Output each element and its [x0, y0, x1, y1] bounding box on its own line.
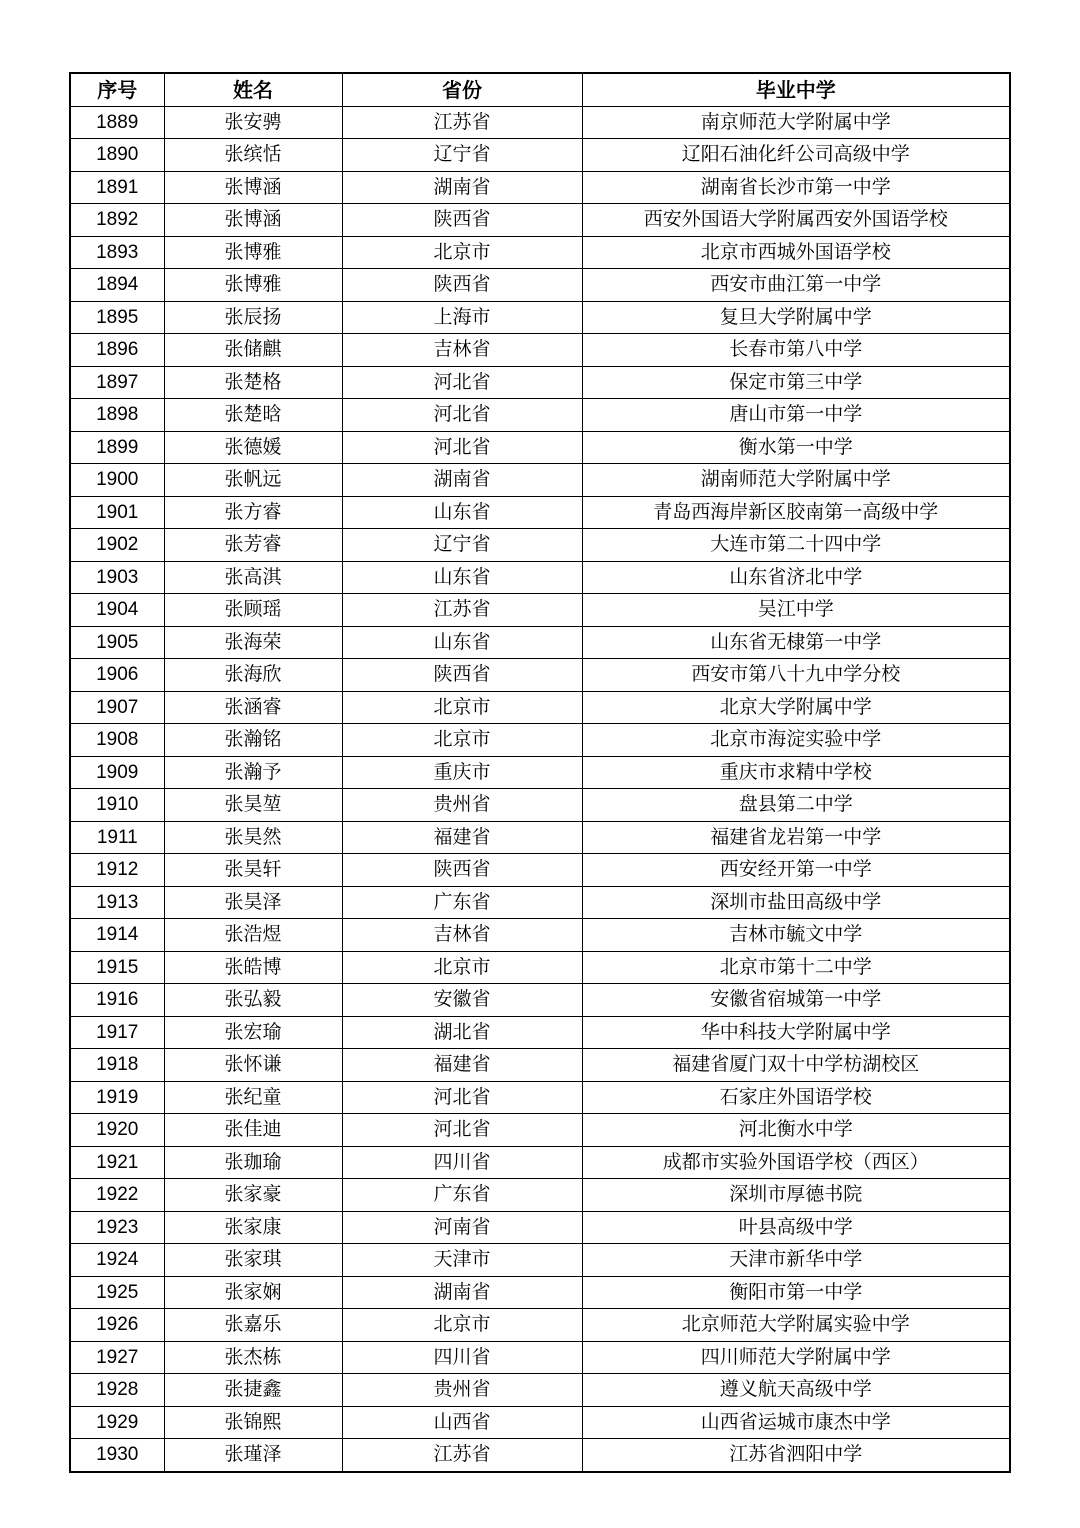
table-body	[70, 106, 1010, 1472]
table-row	[70, 399, 1010, 432]
cell-high-school: 成都市实验外国语学校（西区）	[582, 1146, 1010, 1179]
cell-high-school: 辽阳石油化纤公司高级中学	[582, 139, 1010, 172]
table-row	[70, 691, 1010, 724]
header-name: 姓名	[164, 73, 342, 106]
cell-serial-number: 1890	[70, 139, 164, 172]
cell-high-school: 福建省厦门双十中学枋湖校区	[582, 1049, 1010, 1082]
table-row	[70, 139, 1010, 172]
table-row	[70, 724, 1010, 757]
cell-province: 上海市	[342, 301, 582, 334]
cell-serial-number: 1929	[70, 1406, 164, 1439]
table-row	[70, 886, 1010, 919]
table-header-row	[70, 73, 1010, 106]
cell-name: 张芳睿	[164, 529, 342, 562]
cell-province: 河北省	[342, 1114, 582, 1147]
cell-province: 河北省	[342, 1081, 582, 1114]
cell-province: 贵州省	[342, 1374, 582, 1407]
cell-serial-number: 1901	[70, 496, 164, 529]
cell-serial-number: 1896	[70, 334, 164, 367]
cell-province: 北京市	[342, 691, 582, 724]
table-row	[70, 594, 1010, 627]
table-row	[70, 1374, 1010, 1407]
table-row	[70, 106, 1010, 139]
cell-high-school: 四川师范大学附属中学	[582, 1341, 1010, 1374]
cell-province: 江苏省	[342, 106, 582, 139]
cell-name: 张瑾泽	[164, 1439, 342, 1472]
cell-serial-number: 1912	[70, 854, 164, 887]
cell-province: 江苏省	[342, 1439, 582, 1472]
cell-province: 河北省	[342, 399, 582, 432]
cell-name: 张瀚予	[164, 756, 342, 789]
cell-high-school: 衡水第一中学	[582, 431, 1010, 464]
cell-high-school: 石家庄外国语学校	[582, 1081, 1010, 1114]
cell-high-school: 西安市曲江第一中学	[582, 269, 1010, 302]
table-row	[70, 659, 1010, 692]
cell-name: 张宏瑜	[164, 1016, 342, 1049]
cell-high-school: 江苏省泗阳中学	[582, 1439, 1010, 1472]
cell-high-school: 衡阳市第一中学	[582, 1276, 1010, 1309]
cell-serial-number: 1921	[70, 1146, 164, 1179]
cell-name: 张高淇	[164, 561, 342, 594]
cell-name: 张顾瑶	[164, 594, 342, 627]
cell-name: 张怀谦	[164, 1049, 342, 1082]
cell-province: 贵州省	[342, 789, 582, 822]
cell-high-school: 叶县高级中学	[582, 1211, 1010, 1244]
cell-name: 张嘉乐	[164, 1309, 342, 1342]
student-table	[69, 72, 1011, 1473]
table-row	[70, 1146, 1010, 1179]
table-row	[70, 984, 1010, 1017]
cell-province: 湖南省	[342, 464, 582, 497]
cell-high-school: 深圳市盐田高级中学	[582, 886, 1010, 919]
table-row	[70, 1244, 1010, 1277]
cell-high-school: 吉林市毓文中学	[582, 919, 1010, 952]
table-row	[70, 1211, 1010, 1244]
cell-serial-number: 1892	[70, 204, 164, 237]
table-row	[70, 366, 1010, 399]
table-row	[70, 204, 1010, 237]
cell-serial-number: 1898	[70, 399, 164, 432]
cell-serial-number: 1928	[70, 1374, 164, 1407]
cell-serial-number: 1899	[70, 431, 164, 464]
cell-name: 张捷鑫	[164, 1374, 342, 1407]
cell-high-school: 山东省无棣第一中学	[582, 626, 1010, 659]
cell-serial-number: 1911	[70, 821, 164, 854]
cell-high-school: 保定市第三中学	[582, 366, 1010, 399]
cell-serial-number: 1926	[70, 1309, 164, 1342]
cell-name: 张瀚铭	[164, 724, 342, 757]
table-row	[70, 1049, 1010, 1082]
cell-province: 陕西省	[342, 854, 582, 887]
cell-serial-number: 1922	[70, 1179, 164, 1212]
cell-high-school: 复旦大学附属中学	[582, 301, 1010, 334]
cell-province: 陕西省	[342, 269, 582, 302]
cell-name: 张海欣	[164, 659, 342, 692]
cell-high-school: 北京师范大学附属实验中学	[582, 1309, 1010, 1342]
cell-serial-number: 1894	[70, 269, 164, 302]
cell-serial-number: 1904	[70, 594, 164, 627]
cell-province: 山东省	[342, 561, 582, 594]
cell-high-school: 福建省龙岩第一中学	[582, 821, 1010, 854]
table-row	[70, 821, 1010, 854]
cell-province: 四川省	[342, 1341, 582, 1374]
cell-name: 张安骋	[164, 106, 342, 139]
cell-high-school: 大连市第二十四中学	[582, 529, 1010, 562]
cell-province: 北京市	[342, 236, 582, 269]
cell-province: 湖南省	[342, 171, 582, 204]
cell-name: 张楚格	[164, 366, 342, 399]
cell-name: 张德媛	[164, 431, 342, 464]
cell-name: 张浩煜	[164, 919, 342, 952]
cell-name: 张博涵	[164, 171, 342, 204]
table-row	[70, 854, 1010, 887]
cell-name: 张家豪	[164, 1179, 342, 1212]
table-row	[70, 1406, 1010, 1439]
header-province: 省份	[342, 73, 582, 106]
cell-high-school: 安徽省宿城第一中学	[582, 984, 1010, 1017]
table-row	[70, 1439, 1010, 1472]
cell-name: 张纪童	[164, 1081, 342, 1114]
cell-province: 湖北省	[342, 1016, 582, 1049]
cell-high-school: 青岛西海岸新区胶南第一高级中学	[582, 496, 1010, 529]
table-row	[70, 301, 1010, 334]
table-row	[70, 1179, 1010, 1212]
cell-high-school: 山东省济北中学	[582, 561, 1010, 594]
cell-name: 张帆远	[164, 464, 342, 497]
cell-serial-number: 1920	[70, 1114, 164, 1147]
cell-province: 北京市	[342, 1309, 582, 1342]
table-row	[70, 1114, 1010, 1147]
cell-high-school: 深圳市厚德书院	[582, 1179, 1010, 1212]
cell-serial-number: 1907	[70, 691, 164, 724]
cell-province: 辽宁省	[342, 139, 582, 172]
cell-serial-number: 1923	[70, 1211, 164, 1244]
cell-name: 张珈瑜	[164, 1146, 342, 1179]
header-high-school: 毕业中学	[582, 73, 1010, 106]
cell-province: 重庆市	[342, 756, 582, 789]
cell-province: 福建省	[342, 821, 582, 854]
cell-high-school: 北京大学附属中学	[582, 691, 1010, 724]
table-row	[70, 334, 1010, 367]
cell-province: 山东省	[342, 626, 582, 659]
cell-province: 江苏省	[342, 594, 582, 627]
cell-name: 张楚晗	[164, 399, 342, 432]
cell-name: 张缤恬	[164, 139, 342, 172]
cell-province: 福建省	[342, 1049, 582, 1082]
cell-serial-number: 1893	[70, 236, 164, 269]
cell-province: 河北省	[342, 366, 582, 399]
cell-serial-number: 1891	[70, 171, 164, 204]
cell-province: 陕西省	[342, 659, 582, 692]
cell-high-school: 湖南师范大学附属中学	[582, 464, 1010, 497]
table-row	[70, 919, 1010, 952]
cell-name: 张涵睿	[164, 691, 342, 724]
cell-serial-number: 1919	[70, 1081, 164, 1114]
cell-name: 张储麒	[164, 334, 342, 367]
cell-name: 张家娴	[164, 1276, 342, 1309]
cell-province: 北京市	[342, 724, 582, 757]
cell-province: 广东省	[342, 1179, 582, 1212]
cell-serial-number: 1916	[70, 984, 164, 1017]
cell-name: 张家琪	[164, 1244, 342, 1277]
cell-high-school: 吴江中学	[582, 594, 1010, 627]
cell-serial-number: 1914	[70, 919, 164, 952]
cell-serial-number: 1906	[70, 659, 164, 692]
table-row	[70, 431, 1010, 464]
cell-province: 辽宁省	[342, 529, 582, 562]
cell-serial-number: 1900	[70, 464, 164, 497]
cell-serial-number: 1908	[70, 724, 164, 757]
cell-province: 河北省	[342, 431, 582, 464]
table-row	[70, 529, 1010, 562]
cell-serial-number: 1889	[70, 106, 164, 139]
table-row	[70, 561, 1010, 594]
cell-province: 吉林省	[342, 334, 582, 367]
cell-province: 四川省	[342, 1146, 582, 1179]
cell-serial-number: 1918	[70, 1049, 164, 1082]
cell-serial-number: 1910	[70, 789, 164, 822]
table-row	[70, 756, 1010, 789]
cell-name: 张昊泽	[164, 886, 342, 919]
cell-province: 安徽省	[342, 984, 582, 1017]
cell-serial-number: 1924	[70, 1244, 164, 1277]
cell-serial-number: 1905	[70, 626, 164, 659]
cell-name: 张家康	[164, 1211, 342, 1244]
cell-high-school: 重庆市求精中学校	[582, 756, 1010, 789]
cell-name: 张皓博	[164, 951, 342, 984]
cell-province: 山西省	[342, 1406, 582, 1439]
cell-province: 天津市	[342, 1244, 582, 1277]
cell-serial-number: 1917	[70, 1016, 164, 1049]
cell-name: 张辰扬	[164, 301, 342, 334]
header-serial-number: 序号	[70, 73, 164, 106]
table-row	[70, 269, 1010, 302]
cell-serial-number: 1915	[70, 951, 164, 984]
cell-serial-number: 1927	[70, 1341, 164, 1374]
cell-serial-number: 1909	[70, 756, 164, 789]
table-row	[70, 1081, 1010, 1114]
cell-high-school: 天津市新华中学	[582, 1244, 1010, 1277]
cell-high-school: 山西省运城市康杰中学	[582, 1406, 1010, 1439]
cell-province: 广东省	[342, 886, 582, 919]
cell-name: 张博涵	[164, 204, 342, 237]
student-list-sheet	[69, 72, 1009, 1473]
cell-serial-number: 1925	[70, 1276, 164, 1309]
table-row	[70, 789, 1010, 822]
cell-province: 山东省	[342, 496, 582, 529]
cell-high-school: 北京市海淀实验中学	[582, 724, 1010, 757]
table-row	[70, 496, 1010, 529]
cell-high-school: 湖南省长沙市第一中学	[582, 171, 1010, 204]
cell-province: 陕西省	[342, 204, 582, 237]
cell-high-school: 遵义航天高级中学	[582, 1374, 1010, 1407]
cell-serial-number: 1902	[70, 529, 164, 562]
table-row	[70, 626, 1010, 659]
cell-high-school: 北京市第十二中学	[582, 951, 1010, 984]
cell-name: 张昊轩	[164, 854, 342, 887]
cell-province: 湖南省	[342, 1276, 582, 1309]
table-row	[70, 1276, 1010, 1309]
cell-name: 张博雅	[164, 269, 342, 302]
cell-name: 张昊然	[164, 821, 342, 854]
cell-serial-number: 1897	[70, 366, 164, 399]
cell-high-school: 西安市第八十九中学分校	[582, 659, 1010, 692]
cell-province: 北京市	[342, 951, 582, 984]
cell-province: 吉林省	[342, 919, 582, 952]
cell-serial-number: 1930	[70, 1439, 164, 1472]
table-row	[70, 171, 1010, 204]
table-row	[70, 464, 1010, 497]
cell-province: 河南省	[342, 1211, 582, 1244]
cell-name: 张杰栋	[164, 1341, 342, 1374]
cell-serial-number: 1913	[70, 886, 164, 919]
cell-high-school: 唐山市第一中学	[582, 399, 1010, 432]
cell-high-school: 西安外国语大学附属西安外国语学校	[582, 204, 1010, 237]
table-row	[70, 951, 1010, 984]
cell-high-school: 河北衡水中学	[582, 1114, 1010, 1147]
table-row	[70, 236, 1010, 269]
cell-name: 张锦熙	[164, 1406, 342, 1439]
cell-high-school: 华中科技大学附属中学	[582, 1016, 1010, 1049]
cell-high-school: 盘县第二中学	[582, 789, 1010, 822]
cell-high-school: 南京师范大学附属中学	[582, 106, 1010, 139]
cell-high-school: 西安经开第一中学	[582, 854, 1010, 887]
cell-serial-number: 1903	[70, 561, 164, 594]
cell-name: 张弘毅	[164, 984, 342, 1017]
table-row	[70, 1309, 1010, 1342]
cell-high-school: 北京市西城外国语学校	[582, 236, 1010, 269]
cell-name: 张佳迪	[164, 1114, 342, 1147]
cell-high-school: 长春市第八中学	[582, 334, 1010, 367]
cell-name: 张海荣	[164, 626, 342, 659]
cell-name: 张昊堃	[164, 789, 342, 822]
table-row	[70, 1016, 1010, 1049]
cell-name: 张博雅	[164, 236, 342, 269]
cell-name: 张方睿	[164, 496, 342, 529]
cell-serial-number: 1895	[70, 301, 164, 334]
table-row	[70, 1341, 1010, 1374]
